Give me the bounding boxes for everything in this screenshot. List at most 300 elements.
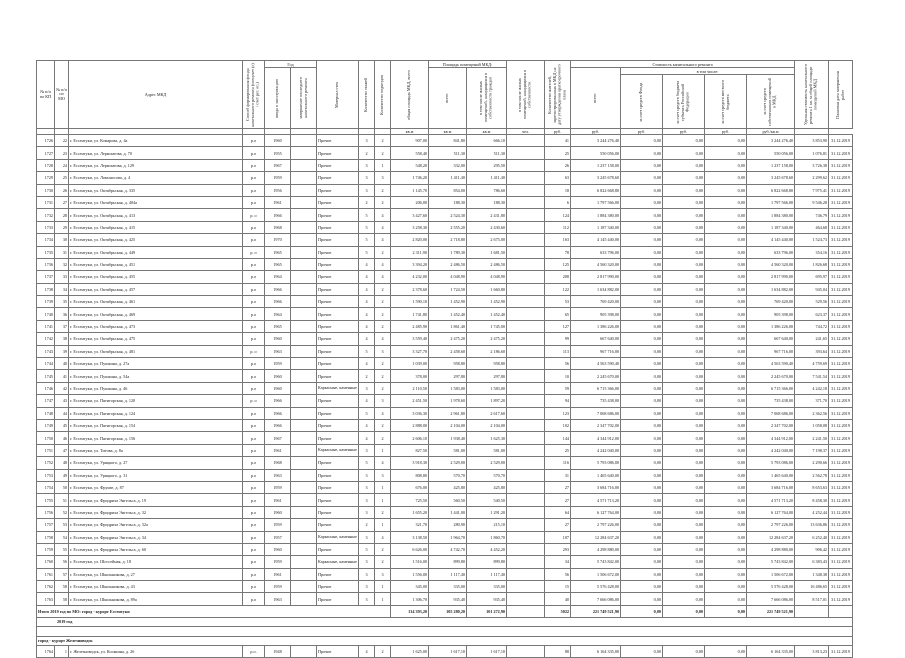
row-wall-material: Прочие: [317, 258, 359, 270]
row-deadline: 31.12.2019: [829, 645, 853, 657]
row-residents: 65: [545, 308, 571, 320]
row-address: г. Ессентуки, ул. Октябрьская, д. 481: [69, 345, 243, 357]
col-premises-other: в том числе жилых помещений, находящихся в собственности: [507, 61, 545, 129]
row-premises-total: 899,80: [429, 556, 467, 568]
row-wall-material: Прочие: [317, 457, 359, 469]
row-fund-method: р.о: [243, 308, 265, 320]
row-floors: 5: [359, 345, 375, 357]
row-fund-method: р.о: [243, 234, 265, 246]
unit-label: руб.: [663, 129, 705, 135]
row-entrances: 4: [375, 333, 391, 345]
row-cost-total: 667 640,00: [571, 333, 621, 345]
row-owners: 4 560 320,00: [747, 258, 795, 270]
unit-label: чел.: [507, 129, 545, 135]
row-year-commission: 1966: [265, 395, 291, 407]
row-fund: 0,00: [621, 581, 663, 593]
row-premises-citizens: 786,60: [467, 184, 507, 196]
row-floors: 2: [359, 147, 375, 159]
row-premises-total: 935,40: [429, 593, 467, 605]
row-premises-total: 332,00: [429, 159, 467, 171]
row-unit-cost: 4 252,44: [795, 506, 829, 518]
row-deadline: 31.12.2019: [829, 258, 853, 270]
row-cost-total: 4 145 440,00: [571, 234, 621, 246]
row-no-kp: 1736: [37, 258, 55, 270]
row-fund: 0,00: [621, 209, 663, 221]
row-wall-material: Прочие: [317, 407, 359, 419]
row-premises-total: 2 961,80: [429, 407, 467, 419]
row-fund-method: р.о: [243, 432, 265, 444]
row-local-budget: 0,00: [705, 593, 747, 605]
row-unit-cost: 8 517,01: [795, 593, 829, 605]
row-premises-other: [507, 135, 545, 147]
row-address: г. Ессентуки, ул. Октябрьская, д. 473: [69, 320, 243, 332]
row-address: г. Ессентуки, ул. Фридриха Энгельса, д. 34: [69, 531, 243, 543]
row-total-area: 3 559,40: [391, 333, 429, 345]
row-no-mo: 56: [55, 556, 69, 568]
row-fund-method: р.о: [243, 358, 265, 370]
row-no-kp: 1759: [37, 543, 55, 555]
row-no-mo: 58: [55, 593, 69, 605]
row-premises-total: 2 524,30: [429, 209, 467, 221]
row-cost-total: 2 797 226,00: [571, 519, 621, 531]
row-owners: 4 242 040,00: [747, 444, 795, 456]
row-no-kp: 1748: [37, 407, 55, 419]
total-row: [37, 605, 853, 617]
row-owners: 5 793 086,00: [747, 457, 795, 469]
row-total-area: 2 888,00: [391, 419, 429, 431]
row-total-area: 808,80: [391, 469, 429, 481]
row-premises-citizens: 215,10: [467, 519, 507, 531]
row-wall-material: Прочие: [317, 296, 359, 308]
row-floors: 4: [359, 333, 375, 345]
row-local-budget: 0,00: [705, 196, 747, 208]
row-subject-budget: 0,00: [663, 234, 705, 246]
row-no-mo: 44: [55, 407, 69, 419]
row-entrances: 2: [375, 506, 391, 518]
row-deadline: 31.12.2019: [829, 444, 853, 456]
row-residents: 27: [545, 519, 571, 531]
row-wall-material: Прочие: [317, 645, 359, 657]
row-fund-method: р.о: [243, 135, 265, 147]
row-address: г. Ессентуки, ул. Октябрьская, д. 335: [69, 184, 243, 196]
row-address: г. Ессентуки, ул. Фридриха Энгельса, д. 32а: [69, 519, 243, 531]
row-no-kp: 1752: [37, 457, 55, 469]
col-fund: за счет средств Фонда: [621, 75, 663, 129]
row-local-budget: 0,00: [705, 407, 747, 419]
row-no-kp: 1735: [37, 246, 55, 258]
row-year-commission: 1967: [265, 159, 291, 171]
row-floors: 4: [359, 395, 375, 407]
row-wall-material: Прочие: [317, 469, 359, 481]
total-cost: 221 749 521,90: [571, 605, 621, 617]
row-address: г. Ессентуки, ул. Пушкина, д. 46: [69, 382, 243, 394]
row-premises-citizens: 2 529,00: [467, 457, 507, 469]
row-premises-total: 4 742,70: [429, 543, 467, 555]
table-row: [37, 147, 853, 159]
row-no-kp: 1727: [37, 147, 55, 159]
row-local-budget: 0,00: [705, 556, 747, 568]
row-no-mo: 35: [55, 296, 69, 308]
blank-row: [37, 626, 853, 636]
row-premises-citizens: 335,00: [467, 581, 507, 593]
row-premises-other: [507, 494, 545, 506]
row-floors: 4: [359, 271, 375, 283]
row-owners: 735 438,00: [747, 395, 795, 407]
row-no-mo: 50: [55, 481, 69, 493]
row-total-area: 548,20: [391, 159, 429, 171]
row-entrances: 4: [375, 531, 391, 543]
row-no-mo: 54: [55, 531, 69, 543]
total-owners: 221 749 521,90: [747, 605, 795, 617]
row-residents: 53: [545, 296, 571, 308]
row-fund-method: р.о: [243, 543, 265, 555]
row-total-area: 3 138,50: [391, 531, 429, 543]
row-local-budget: 0,00: [705, 457, 747, 469]
row-fund-method: р.о: [243, 531, 265, 543]
col-including-group: в том числе:: [621, 68, 795, 75]
row-no-kp: 1729: [37, 172, 55, 184]
row-year-commission: 1966: [265, 296, 291, 308]
row-premises-total: 1 583,00: [429, 382, 467, 394]
row-fund: 0,00: [621, 159, 663, 171]
row-total-area: 1 625,00: [391, 645, 429, 657]
row-year-last-repair: [291, 234, 317, 246]
row-residents: 102: [545, 419, 571, 431]
row-year-last-repair: [291, 407, 317, 419]
row-cost-total: 4 571 713,20: [571, 494, 621, 506]
row-fund-method: р.о: [243, 506, 265, 518]
row-entrances: 1: [375, 581, 391, 593]
row-unit-cost: 4 242,18: [795, 382, 829, 394]
row-floors: 4: [359, 320, 375, 332]
row-address: г. Ессентуки, ул. Титова, д. 8а: [69, 444, 243, 456]
row-fund-method: р.о: [243, 370, 265, 382]
unit-label: руб.: [545, 129, 571, 135]
row-wall-material: Прочие: [317, 370, 359, 382]
row-local-budget: 0,00: [705, 531, 747, 543]
row-no-kp: 1760: [37, 556, 55, 568]
row-local-budget: 0,00: [705, 246, 747, 258]
row-deadline: 31.12.2019: [829, 196, 853, 208]
row-subject-budget: 0,00: [663, 308, 705, 320]
row-fund-method: р.о: [243, 271, 265, 283]
table-row: [37, 382, 853, 394]
row-entrances: 4: [375, 234, 391, 246]
row-subject-budget: 0,00: [663, 593, 705, 605]
row-year-commission: 1959: [265, 358, 291, 370]
row-premises-other: [507, 209, 545, 221]
row-premises-total: 4 048,90: [429, 271, 467, 283]
row-premises-other: [507, 370, 545, 382]
row-local-budget: 0,00: [705, 234, 747, 246]
row-total-area: 3 918,30: [391, 457, 429, 469]
row-premises-citizens: 1 411,40: [467, 172, 507, 184]
capital-repair-plan-sheet: [36, 60, 852, 658]
row-year-last-repair: [291, 581, 317, 593]
row-local-budget: 0,00: [705, 135, 747, 147]
row-subject-budget: 0,00: [663, 543, 705, 555]
row-no-mo: 39: [55, 345, 69, 357]
row-fund-method: р.о: [243, 184, 265, 196]
row-year-commission: 1970: [265, 234, 291, 246]
table-row: [37, 469, 853, 481]
row-total-area: 6 626,00: [391, 543, 429, 555]
row-address: г. Ессентуки, ул. Школьникова, д. 89а: [69, 593, 243, 605]
row-subject-budget: 0,00: [663, 432, 705, 444]
row-local-budget: 0,00: [705, 147, 747, 159]
row-fund-method: р. о: [243, 246, 265, 258]
row-subject-budget: 0,00: [663, 370, 705, 382]
row-no-kp: 1743: [37, 345, 55, 357]
row-total-area: 3 258,30: [391, 221, 429, 233]
row-wall-material: Прочие: [317, 568, 359, 580]
row-deadline: 31.12.2019: [829, 556, 853, 568]
row-fund: 0,00: [621, 543, 663, 555]
row-entrances: 3: [375, 172, 391, 184]
row-no-kp: 1726: [37, 135, 55, 147]
row-unit-cost: 6 252,40: [795, 531, 829, 543]
row-premises-total: 570,70: [429, 469, 467, 481]
row-premises-citizens: 1 860,70: [467, 531, 507, 543]
row-unit-cost: 1 524,73: [795, 234, 829, 246]
row-local-budget: 0,00: [705, 221, 747, 233]
row-deadline: 31.12.2019: [829, 481, 853, 493]
row-subject-budget: 0,00: [663, 271, 705, 283]
row-premises-other: [507, 506, 545, 518]
row-residents: 107: [545, 531, 571, 543]
row-owners: 769 420,00: [747, 296, 795, 308]
row-residents: 163: [545, 234, 571, 246]
row-premises-total: 1 938,40: [429, 432, 467, 444]
col-year-group: Год: [265, 61, 317, 68]
row-local-budget: 0,00: [705, 432, 747, 444]
row-no-mo: 36: [55, 308, 69, 320]
row-fund-method: р.о: [243, 568, 265, 580]
row-local-budget: 0,00: [705, 419, 747, 431]
row-residents: 26: [545, 159, 571, 171]
row-premises-citizens: 1 625,30: [467, 432, 507, 444]
col-no-mo: № п/п по МО: [55, 61, 69, 129]
row-owners: 5 576 428,00: [747, 581, 795, 593]
row-premises-other: [507, 283, 545, 295]
row-year-commission: 1959: [265, 519, 291, 531]
table-row: [37, 172, 853, 184]
table-row: [37, 581, 853, 593]
row-total-area: 1 306,70: [391, 593, 429, 605]
row-floors: 3: [359, 494, 375, 506]
row-year-last-repair: [291, 296, 317, 308]
row-residents: 293: [545, 543, 571, 555]
row-year-last-repair: [291, 172, 317, 184]
row-year-last-repair: [291, 481, 317, 493]
row-fund: 0,00: [621, 246, 663, 258]
row-entrances: 2: [375, 147, 391, 159]
row-premises-citizens: 295,50: [467, 159, 507, 171]
row-deadline: 31.12.2019: [829, 283, 853, 295]
row-premises-total: 1 117,40: [429, 568, 467, 580]
row-local-budget: 0,00: [705, 159, 747, 171]
row-wall-material: Прочие: [317, 345, 359, 357]
row-premises-citizens: 958,80: [467, 358, 507, 370]
row-local-budget: 0,00: [705, 320, 747, 332]
row-address: г. Ессентуки, ул. Октябрьская, д. 449: [69, 246, 243, 258]
row-wall-material: Прочие: [317, 184, 359, 196]
row-no-mo: 57: [55, 568, 69, 580]
row-fund-method: р.о: [243, 556, 265, 568]
row-residents: 122: [545, 283, 571, 295]
row-unit-cost: 746,79: [795, 209, 829, 221]
row-no-kp: 1741: [37, 320, 55, 332]
row-floors: 4: [359, 296, 375, 308]
row-year-last-repair: [291, 147, 317, 159]
row-entrances: 2: [375, 419, 391, 431]
row-no-kp: 1740: [37, 308, 55, 320]
table-row: [37, 159, 853, 171]
row-premises-total: 958,80: [429, 358, 467, 370]
row-subject-budget: 0,00: [663, 519, 705, 531]
row-address: г. Ессентуки, ул. Фридриха Энгельса, д. 60: [69, 543, 243, 555]
row-year-commission: 1960: [265, 370, 291, 382]
row-fund-method: р.о: [243, 469, 265, 481]
row-subject-budget: 0,00: [663, 481, 705, 493]
row-unit-cost: 1 076,81: [795, 147, 829, 159]
row-floors: 4: [359, 419, 375, 431]
row-floors: 3: [359, 531, 375, 543]
row-unit-cost: 2 362,56: [795, 407, 829, 419]
row-premises-citizens: 2 431,80: [467, 209, 507, 221]
row-address: г. Ессентуки, ул. Фридриха Энгельса, д. 19: [69, 494, 243, 506]
row-deadline: 31.12.2019: [829, 209, 853, 221]
row-premises-other: [507, 308, 545, 320]
row-premises-other: [507, 147, 545, 159]
row-subject-budget: 0,00: [663, 296, 705, 308]
row-wall-material: Прочие: [317, 172, 359, 184]
row-deadline: 31.12.2019: [829, 519, 853, 531]
row-premises-total: 1 617,10: [429, 645, 467, 657]
row-fund-method: р.о: [243, 457, 265, 469]
row-owners: 3 244 276,40: [747, 135, 795, 147]
row-premises-other: [507, 593, 545, 605]
row-residents: 64: [545, 506, 571, 518]
unit-label: руб.: [571, 129, 621, 135]
row-cost-total: 6 127 764,00: [571, 506, 621, 518]
row-subject-budget: 0,00: [663, 345, 705, 357]
row-total-area: 1 145,70: [391, 184, 429, 196]
row-unit-cost: 623,37: [795, 308, 829, 320]
row-subject-budget: 0,00: [663, 196, 705, 208]
row-entrances: 1: [375, 494, 391, 506]
row-year-commission: 1955: [265, 147, 291, 159]
row-year-commission: 1959: [265, 556, 291, 568]
row-floors: 3: [359, 469, 375, 481]
col-cost-group: Стоимость капитального ремонта: [571, 61, 795, 68]
row-unit-cost: 393,64: [795, 345, 829, 357]
row-fund-method: р. о: [243, 395, 265, 407]
row-premises-citizens: 666,10: [467, 135, 507, 147]
row-no-mo: 38: [55, 333, 69, 345]
row-year-last-repair: [291, 308, 317, 320]
row-floors: 3: [359, 568, 375, 580]
row-total-area: 3 427,60: [391, 209, 429, 221]
unit-label: руб.: [705, 129, 747, 135]
row-address: г. Ессентуки, ул. Урицкого, д. 31: [69, 469, 243, 481]
row-premises-total: 1 964,70: [429, 531, 467, 543]
row-entrances: 4: [375, 209, 391, 221]
row-cost-total: 1 884 380,00: [571, 209, 621, 221]
table-row: [37, 196, 853, 208]
row-residents: 25: [545, 147, 571, 159]
row-fund: 0,00: [621, 457, 663, 469]
row-total-area: 2 485,90: [391, 320, 429, 332]
row-no-mo: 29: [55, 221, 69, 233]
row-year-last-repair: [291, 221, 317, 233]
row-premises-total: 1 452,40: [429, 308, 467, 320]
row-premises-citizens: 1 291,20: [467, 506, 507, 518]
row-premises-total: 1 724,50: [429, 283, 467, 295]
row-premises-total: 560,50: [429, 494, 467, 506]
row-cost-total: 633 796,00: [571, 246, 621, 258]
row-no-kp: 1733: [37, 221, 55, 233]
row-no-mo: 46: [55, 432, 69, 444]
row-unit-cost: 7 975,41: [795, 184, 829, 196]
row-premises-other: [507, 481, 545, 493]
row-year-last-repair: [291, 531, 317, 543]
row-fund: 0,00: [621, 645, 663, 657]
row-address: г. Ессентуки, ул. Лермонтова, д. 129: [69, 159, 243, 171]
row-entrances: 3: [375, 469, 391, 481]
row-premises-other: [507, 382, 545, 394]
row-deadline: 31.12.2019: [829, 370, 853, 382]
row-premises-total: 188,30: [429, 196, 467, 208]
row-residents: 34: [545, 556, 571, 568]
total-local-budget: 0,00: [705, 605, 747, 617]
row-fund: 0,00: [621, 494, 663, 506]
row-premises-total: 2 529,00: [429, 457, 467, 469]
row-residents: 112: [545, 221, 571, 233]
row-total-area: 2 451,50: [391, 395, 429, 407]
row-local-budget: 0,00: [705, 494, 747, 506]
table-footer: [37, 605, 853, 645]
row-year-last-repair: [291, 543, 317, 555]
row-entrances: 1: [375, 481, 391, 493]
row-address: г. Ессентуки, ул. Фридриха Энгельса, д. 32: [69, 506, 243, 518]
row-subject-budget: 0,00: [663, 419, 705, 431]
row-fund: 0,00: [621, 444, 663, 456]
row-address: г. Ессентуки, ул. Пятигорская, д. 120: [69, 395, 243, 407]
col-premises-citizens: в том числе жилых помещений, находящихся в собственности граждан: [467, 68, 507, 129]
row-premises-citizens: 4 452,20: [467, 543, 507, 555]
row-premises-citizens: 2 486,50: [467, 258, 507, 270]
row-residents: 56: [545, 358, 571, 370]
row-no-kp: 1751: [37, 444, 55, 456]
row-residents: 15: [545, 581, 571, 593]
row-cost-total: 4 242 040,00: [571, 444, 621, 456]
table-row: [37, 481, 853, 493]
row-subject-budget: 0,00: [663, 172, 705, 184]
row-total-area: 676,00: [391, 481, 429, 493]
row-floors: 5: [359, 407, 375, 419]
row-owners: 5 743 842,00: [747, 556, 795, 568]
table-row: [37, 271, 853, 283]
row-year-commission: 1968: [265, 221, 291, 233]
row-premises-other: [507, 234, 545, 246]
row-local-budget: 0,00: [705, 172, 747, 184]
row-year-last-repair: [291, 419, 317, 431]
row-address: г. Ессентуки, ул. Пятигорская, д. 154: [69, 419, 243, 431]
row-fund-method: р.о.: [243, 645, 265, 657]
row-local-budget: 0,00: [705, 358, 747, 370]
row-subject-budget: 0,00: [663, 382, 705, 394]
